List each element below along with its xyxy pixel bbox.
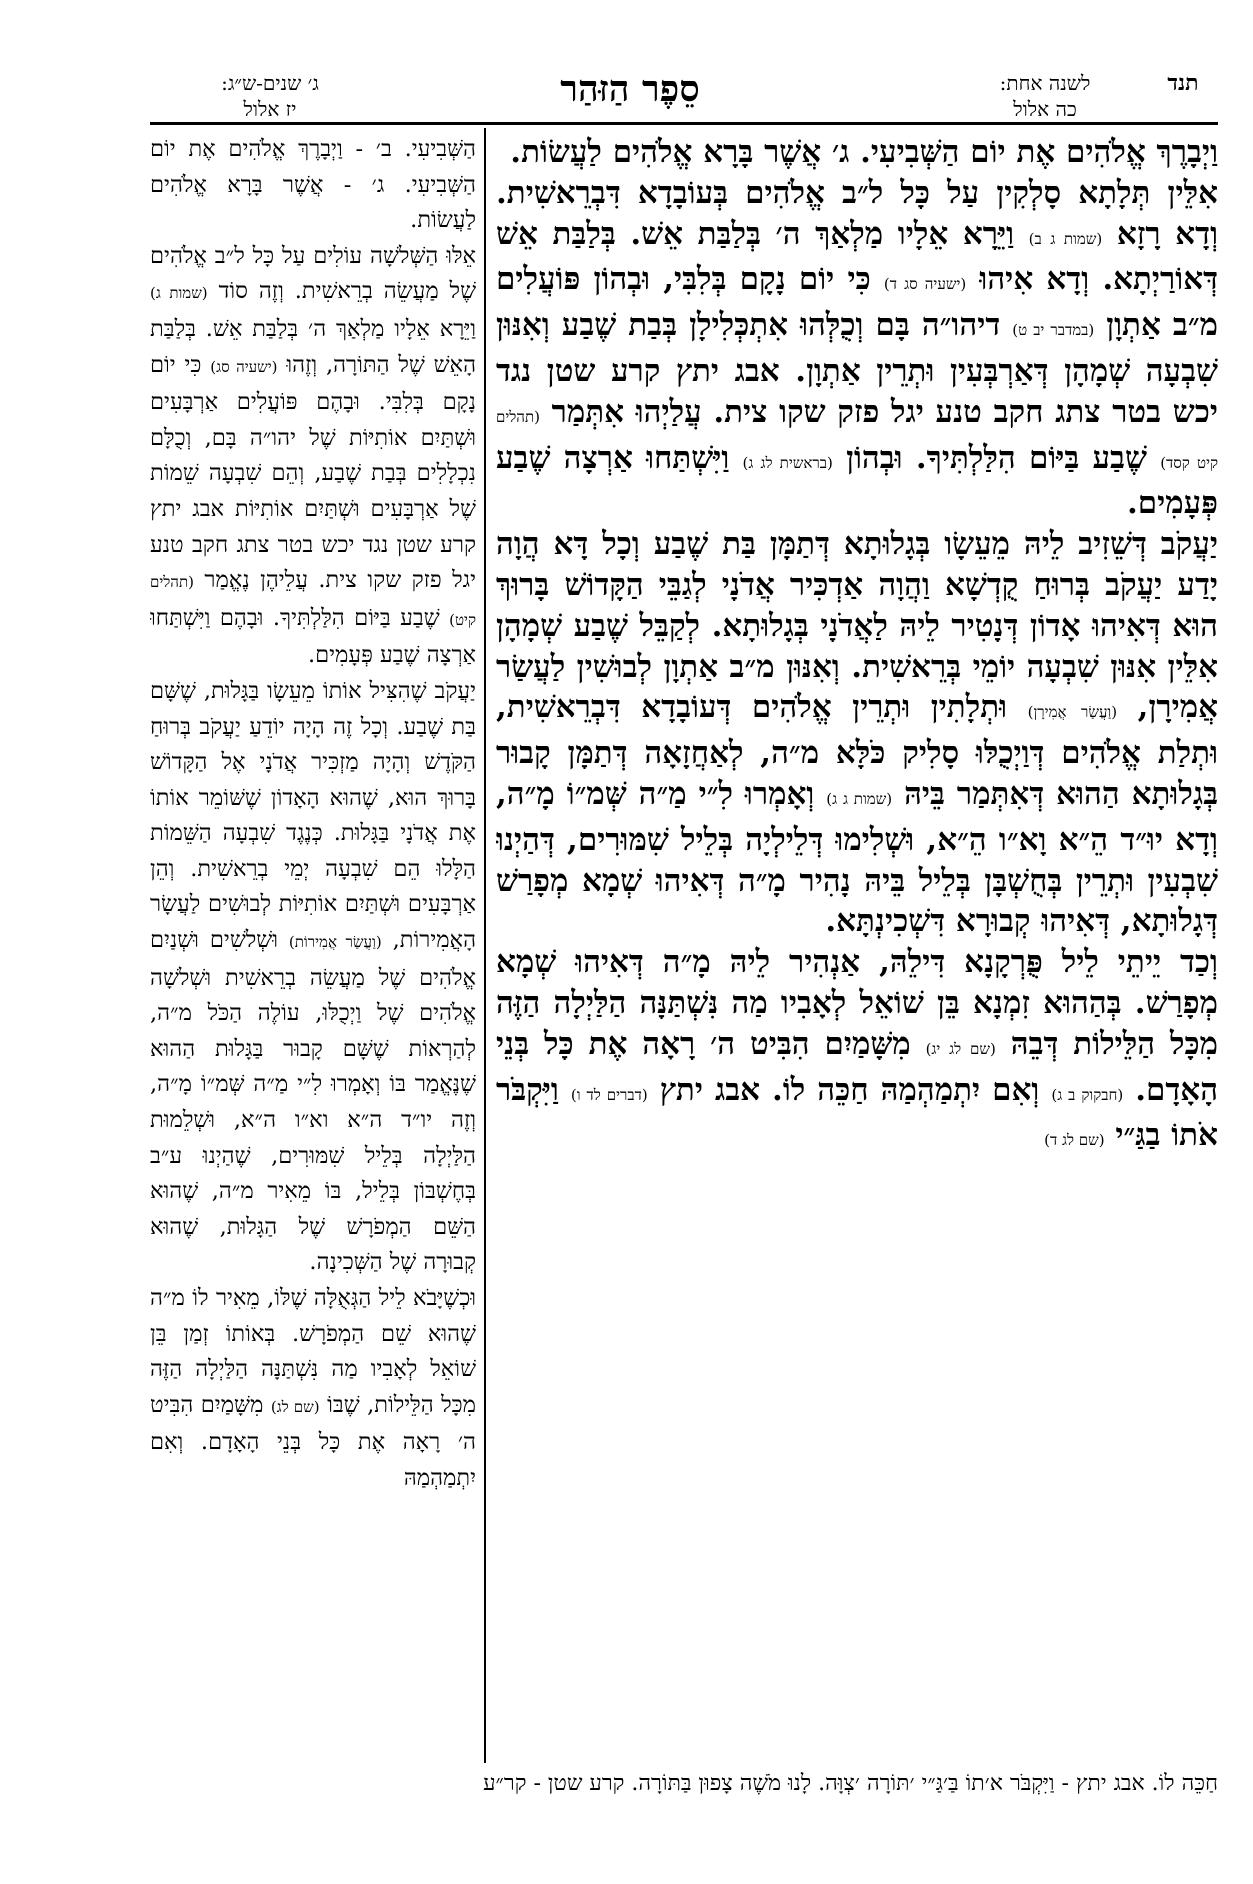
column-divider [484,128,486,1763]
verse-reference: (שמות ג ג) [826,789,893,808]
main-text: וְאִם יִתְמַהְמַהּ חַכֵּה לוֹ. אבג יתץ [659,1071,1040,1108]
verse-reference: (שם לג ד) [1044,1131,1105,1150]
schedule-three-years-date: יז אלול [243,97,297,121]
main-text: שֶׁבַע בַּיּוֹם הִלַּלְתִּיךָ. וּבְהוֹן [846,439,1147,476]
translation-text: אֵלּוּ הַשְּׁלשָׁה עוֹלִים עַל כָּל ל״ב אֱלֹהִים שֶׁל מַעֲשֵׂה בְרֵאשִׁית. וְזֶה סוֹד [150,242,476,305]
verse-reference: (וַעֲשַׂר אֲמִירָן) [1027,703,1118,722]
main-paragraph [496,132,1218,173]
translation-text: יַעֲקֹב שֶׁהִצִּיל אוֹתוֹ מֵעֵשָׂו בַּגָּלוּת, שֶׁשָּׁם בַּת שֶׁבַע. וְכָל זֶה הָיָה יוֹדֵעַ יַעֲקֹב בְּרוּחַ הַקֹּדֶשׁ וְהָיָה מַזְכִּיר אֲדֹנָי אֶל הַקָּדוֹשׁ בָּרוּךְ הוּא, שֶׁהוּא הָאָדוֹן שֶׁשּׁוֹמֵר אוֹתוֹ אֶת אֲדֹנָי בַּגָּלוּת. כְּנֶגֶד שִׁבְעָה הַשֵּׁמוֹת הַלָּלוּ הֵם שִׁבְעָה יְמֵי בְרֵאשִׁית. וְהֵן אַרְבָּעִים וּשְׁתַּיִם אוֹתִיּוֹת לְבוּשִׁים לַעֲשָׂר הָאֲמִירוֹת, [150,677,476,954]
main-paragraph [496,524,1218,942]
main-paragraph [496,942,1218,1161]
main-text: וַיְבָרֶךְ אֱלֹהִים אֶת יוֹם הַשְּׁבִיעִי. ג׳ אֲשֶׁר בָּרָא אֱלֹהִים לַעֲשׂוֹת. [510,134,1218,170]
footnote-line: חַכֵּה לוֹ. אבג יתץ - וַיִּקְבֹּר א׳תוֹ בַּ׳גַּ״י ׳תּוֹרָה ׳צְוָּה. לָנוּ מֹשֶׁה צָפוּן בַּתּוֹרָה. קרע שטן - קר״ע [483,1771,1218,1796]
translation-paragraph [150,1281,476,1497]
translation-text: וַיֵּרָא אֵלָיו מַלְאַךְ ה׳ בְּלַבַּת אֵשׁ. בְּלַבַּת הָאֵשׁ שֶׁל הַתּוֹרָה, וְזֶהוּ [150,315,476,378]
main-text: וּתְלָתִין וּתְרֵין אֱלֹהִים דְּעוֹבָדָא דִּבְרֵאשִׁית, וּתְלַת אֱלֹהִים דְּוַיְכֻלּוּ סָלִיק כֹּלָּא מ״ה, לְאַחֲזָאָה דְּתַמָּן קָבוּר בְּגָלוּתָא הַהוּא דְּאִתְּמַר בֵּיהּ [496,689,1218,812]
verse-reference: (חבקוק ב ג) [1051,1085,1124,1104]
schedule-three-years [150,70,390,122]
verse-reference: (שמות ג) [150,284,208,303]
main-text: דיהו״ה בָּם וְכֻלְּהוּ אִתְכְּלִילָן בְּבַת שֶׁבַע וְאִנּוּן שִׁבְעָה שְׁמָהָן דְּאַרְבְּעִין וּתְרֵין אַתְוָן. אבג יתץ קרע שטן נגד יכש בטר צתג חקב טנע יגל פזק שקו צית. עֲלַיְהוּ אִתְּמַר [496,307,1218,430]
main-text: וְכַד יֵיתֵי לֵיל פֻּרְקָנָא דִּילֵהּ, אַנְהִיר לֵיהּ מָ״ה דְּאִיהוּ שְׁמָא מְפָרַשׁ. בְּהַהוּא זִמְנָא בֵּן שׁוֹאֵל לְאָבִיו מַה נִּשְׁתַּנָּה הַלַּיְלָה הַזֶּה מִכָּל הַלֵּילוֹת דְּבֵהּ [496,944,1218,1062]
translation-paragraph [150,674,476,1281]
translation-text: שֶׁבַע בַּיּוֹם הִלַּלְתִּיךָ. וּבָהֶם וַיִּשְׁתַּחוּ אַרְצָה שֶׁבַע פְּעָמִים. [150,604,476,669]
main-text: אִלֵּין תְּלָתָא סָלְקִין עַל כָּל ל״ב אֱלֹהִים בְּעוֹבָדָא דִּבְרֵאשִׁית. וְדָא רָזָא [496,174,1218,252]
verse-reference: (במדבר יב ט) [1012,321,1095,340]
main-text: מִשָּׁמַיִם הִבִּיט ה׳ רָאָה אֶת כָּל בְּנֵי הָאָדָם. [496,1025,1218,1108]
schedule-three-years-label: ג׳ שנים-ש״ג: [221,71,319,95]
verse-reference: (וַעֲשַׂר אֲמִירוֹת) [288,933,382,952]
translation-paragraph [150,239,476,674]
header-rule [150,122,1218,125]
main-text: וַיִּקְבֹּר אֹתוֹ בַגַּ״י [496,1071,1218,1154]
translation-paragraph [150,132,476,239]
verse-reference: (תהלים קיט קסד) [496,407,1218,472]
translation-text: הַשְּׁבִיעִי. ב׳ - וַיְבָרֶךְ אֱלֹהִים אֶת יוֹם הַשְּׁבִיעִי. ג׳ - אֲשֶׁר בָּרָא אֱלֹהִים לַעֲשׂוֹת. [150,136,476,234]
book-title: סֵפֶר הַזּהַר [560,68,700,110]
main-text: יַעֲקֹב דְּשֵׁזִיב לֵיהּ מֵעֵשָׂו בְּגָלוּתָא דְּתַמָּן בַּת שֶׁבַע וְכָל דָּא הֲוָה יָדַע יַעֲקֹב בְּרוּחַ קֻדְשָׁא וַהֲוָה אַדְכִּיר אֲדֹנָי לְגַבֵּי הַקָּדוֹשׁ בָּרוּךְ הוּא דְּאִיהוּ אָדוֹן דְּנָטִיר לֵיהּ לַאֲדֹנָי בְּגָלוּתָא. לְקַבֵּל שֶׁבַע שְׁמָהָן אִלֵּין אִנּוּן שִׁבְעָה יוֹמֵי בְּרֵאשִׁית. וְאִנּוּן מ״ב אַתְוָן לְבוּשִׁין לַעֲשַׂר אֲמִירָן, [496,526,1218,726]
main-text: וְאָמְרוּ לִ״י מַ״ה שְּׁמ״וֹ מָ״ה, וְדָא יוּ״ד הֵ״א וָא״ו הֵ״א, וּשְׁלִימוּ דְּלֵילְיָה בְּלֵיל שִׁמּוּרִים, דְּהַיְנוּ שִׁבְעִין וּתְרֵין בְּחֻשְׁבָּן בְּלֵיל בֵּיהּ נָהִיר מָ״ה דְּאִיהוּ שְׁמָא מְפָרַשׁ דְּגָלוּתָא, דְּאִיהוּ קְבוּרָא דִּשְׁכִינְתָּא. [496,775,1218,940]
verse-reference: (בראשית לג ג) [742,453,833,472]
translation-text: כִּי יוֹם נָקָם בְּלִבִּי. וּבָהֶם פּוֹעֲלִים אַרְבָּעִים וּשְׁתַּיִם אוֹתִיּוֹת שֶׁל יהו״ה בָּם, וְכֻלָּם נִכְלָלִים בְּבַת שֶׁבַע, וְהֵם שִׁבְעָה שֵׁמוֹת שֶׁל אַרְבָּעִים וּשְׁתַּיִם אוֹתִיּוֹת אבג יתץ קרע שטן נגד יכש בטר צתג חקב טנע יגל פזק שקו צית. עֲלֵיהֶן נֶאֱמַר [150,351,476,594]
schedule-one-year-label: לשנה אחת: [999,71,1091,95]
translation-text: וּשְׁלשִׁים וּשְׁנַיִם אֱלֹהִים שֶׁל מַעֲשֵׂה בְרֵאשִׁית וּשְׁלשָׁה אֱלֹהִים שֶׁל וַיְכֻלּוּ, עוֹלֶה הַכֹּל מ״ה, לְהַרְאוֹת שֶׁשָּׁם קָבוּר בַּגָּלוּת הַהוּא שֶׁנֶּאֱמַר בּוֹ וְאָמְרוּ לִ״י מַ״ה שְּׁמ״וֹ מָ״ה, וְזֶה יו״ד ה״א וא״ו ה״א, וּשְׁלֵמוּת הַלַּיְלָה בְּלֵיל שִׁמּוּרִים, שֶׁהַיְנוּ ע״ב בְּחֶשְׁבּוֹן בְּלֵיל, בּוֹ מֵאִיר מ״ה, שֶׁהוּא הַשֵּׁם הַמְפֹרָשׁ שֶׁל הַגָּלוּת, שֶׁהוּא קְבוּרָה שֶׁל הַשְּׁכִינָה. [150,927,476,1276]
verse-reference: (שם לג יג) [925,1039,996,1058]
translation-column [150,132,476,1766]
translation-text: וּכְשֶׁיָּבֹא לֵיל הַגְּאֻלָּה שֶׁלּוֹ, מֵאִיר לוֹ מ״ה שֶׁהוּא שֵׁם הַמְפֹרָשׁ. בְּאוֹתוֹ זְמַן בֵּן שׁוֹאֵל לְאָבִיו מַה נִּשְׁתַּנָּה הַלַּיְלָה הַזֶּה מִכָּל הַלֵּילוֹת, שֶׁבּוֹ [150,1285,476,1418]
verse-reference: (ישעיה סג ד) [883,275,967,294]
main-text: כִּי יוֹם נָקָם בְּלִבִּי, וּבְהוֹן פּוֹעֲלִים מ״ב אַתְוָן [496,261,1218,344]
verse-reference: (שמות ג ב) [1028,229,1103,248]
verse-reference: (ישעיה סג) [210,357,278,376]
main-paragraph [496,173,1218,524]
verse-reference: (דברים לד ו) [570,1085,648,1104]
schedule-one-year [960,70,1130,122]
page-number: תנד [1167,70,1199,96]
schedule-one-year-date: כה אלול [1013,97,1077,121]
verse-reference: (תהלים קיט) [150,573,476,629]
verse-reference: (שם לג) [270,1397,320,1416]
main-text-column [496,132,1218,1766]
translation-text: מִשָּׁמַיִם הִבִּיט ה׳ רָאָה אֶת כָּל בְּנֵי הָאָדָם. וְאִם יִתְמַהְמַהּ [150,1391,476,1491]
main-text: וַיֵּרָא אֵלָיו מַלְאַךְ ה׳ בְּלַבַּת אֵשׁ. בְּלַבַּת אֵשׁ דְּאוֹרַיְתָא. וְדָא אִיהוּ [496,215,1218,298]
main-text: וַיִּשְׁתַּחוּ אַרְצָה שֶׁבַע פְּעָמִים. [496,439,1218,522]
